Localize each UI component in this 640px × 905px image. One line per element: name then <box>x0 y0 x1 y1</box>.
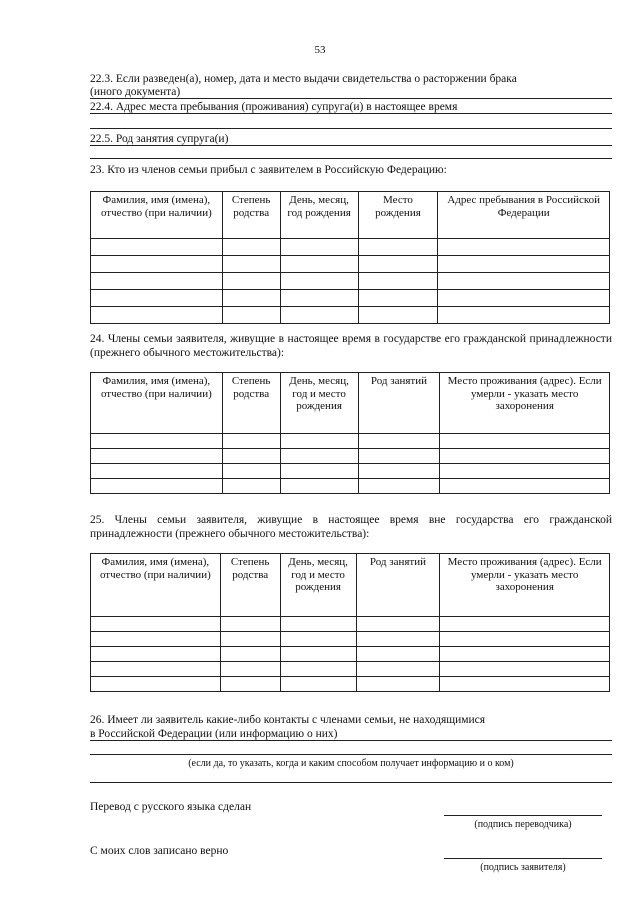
section-25-table <box>90 553 610 692</box>
table-row[interactable] <box>91 677 610 692</box>
translator-signature-line[interactable] <box>444 815 602 816</box>
header-relation: Степень родства <box>220 554 280 617</box>
table-row[interactable] <box>91 662 610 677</box>
table-row[interactable] <box>91 617 610 632</box>
table-row[interactable] <box>91 647 610 662</box>
table-row[interactable] <box>91 273 610 290</box>
table-row[interactable] <box>91 307 610 324</box>
header-birth: День, месяц, год и место рождения <box>280 554 356 617</box>
applicant-signature-caption: (подпись заявителя) <box>480 862 566 873</box>
section-23-title: 23. Кто из членов семьи прибыл с заявителем в Российскую Федерацию: <box>90 164 447 176</box>
table-row[interactable] <box>91 464 610 479</box>
header-name: Фамилия, имя (имена), отчество (при наличии) <box>91 373 223 434</box>
answer-line[interactable] <box>90 158 612 159</box>
table-row[interactable] <box>91 256 610 273</box>
table-row[interactable] <box>91 479 610 494</box>
section-22-3-field[interactable] <box>90 86 612 100</box>
header-birth-date: День, месяц, год рождения <box>280 192 358 239</box>
answer-line[interactable] <box>90 754 612 755</box>
answer-line <box>90 98 612 99</box>
answer-line <box>90 145 612 146</box>
header-occupation: Род занятий <box>356 554 440 617</box>
header-birth: День, месяц, год и место рождения <box>280 373 358 434</box>
section-25-title: 25. Члены семьи заявителя, живущие в настоящее время вне государства его гражданской принадлежности (прежнего обычного местожительства): <box>90 514 612 540</box>
section-22-3-line1: 22.3. Если разведен(а), номер, дата и место выдачи свидетельства о расторжении брака <box>90 73 517 85</box>
answer-line <box>90 113 612 114</box>
table-row[interactable] <box>91 632 610 647</box>
section-22-5-field[interactable] <box>90 133 612 147</box>
section-26-field[interactable] <box>90 728 612 742</box>
header-occupation: Род занятий <box>358 373 440 434</box>
applicant-signature-line[interactable] <box>444 858 602 859</box>
section-22-4-label: 22.4. Адрес места пребывания (проживания) супруга(и) в настоящее время <box>90 101 458 113</box>
section-23-table <box>90 191 610 324</box>
table-header-row <box>91 554 610 617</box>
table-row[interactable] <box>91 449 610 464</box>
answer-line[interactable] <box>90 782 612 783</box>
page-number: 53 <box>314 44 326 56</box>
recorded-label: С моих слов записано верно <box>90 845 229 857</box>
table-header-row <box>91 192 610 239</box>
section-26-caption: (если да, то указать, когда и каким способом получает информацию и о ком) <box>188 758 514 769</box>
section-22-3-line2: (иного документа) <box>90 86 181 98</box>
header-birth-place: Место рождения <box>358 192 438 239</box>
section-22-5-label: 22.5. Род занятия супруга(и) <box>90 133 229 145</box>
section-26-line2: в Российской Федерации (или информацию о них) <box>90 728 338 740</box>
table-row[interactable] <box>91 434 610 449</box>
header-residence: Место проживания (адрес). Если умерли - указать место захоронения <box>440 373 610 434</box>
section-24-table <box>90 372 610 494</box>
translation-label: Перевод с русского языка сделан <box>90 801 252 813</box>
answer-line <box>90 740 612 741</box>
header-name: Фамилия, имя (имена), отчество (при наличии) <box>91 554 221 617</box>
header-name: Фамилия, имя (имена), отчество (при наличии) <box>91 192 223 239</box>
header-residence: Место проживания (адрес). Если умерли - указать место захоронения <box>440 554 610 617</box>
table-header-row <box>91 373 610 434</box>
section-24-title: 24. Члены семьи заявителя, живущие в настоящее время в государстве его гражданской принадлежности (прежнего обычного местожительства): <box>90 333 612 359</box>
section-22-4-field[interactable] <box>90 101 612 115</box>
table-row[interactable] <box>91 290 610 307</box>
header-address: Адрес пребывания в Российской Федерации <box>438 192 610 239</box>
section-26-line1: 26. Имеет ли заявитель какие-либо контакты с членами семьи, не находящимися <box>90 714 486 726</box>
header-relation: Степень родства <box>222 192 280 239</box>
answer-line[interactable] <box>90 128 612 129</box>
translator-signature-caption: (подпись переводчика) <box>474 819 572 830</box>
header-relation: Степень родства <box>222 373 280 434</box>
table-row[interactable] <box>91 239 610 256</box>
